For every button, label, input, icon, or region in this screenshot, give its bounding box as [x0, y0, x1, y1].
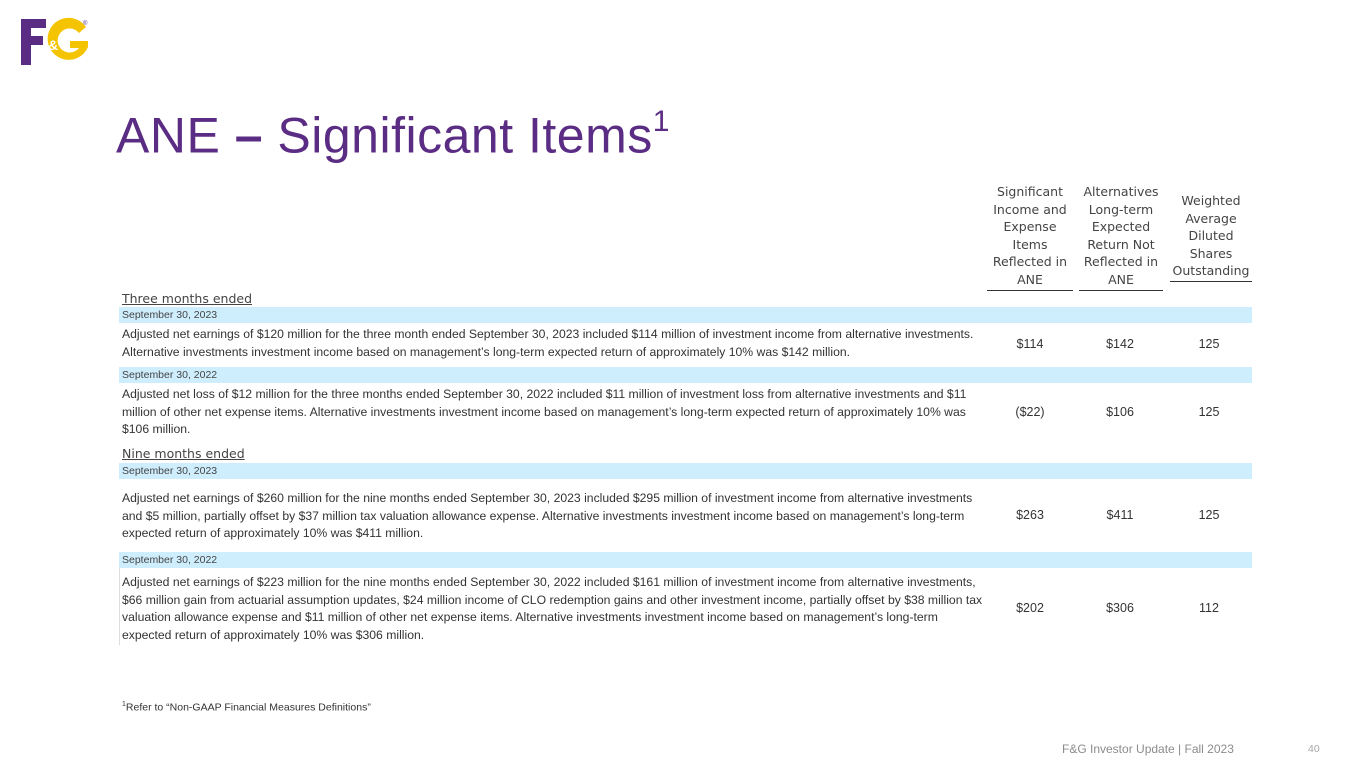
period-band: [119, 552, 1252, 568]
section-label-three-months: Three months ended: [122, 291, 253, 306]
value-alternatives-return: $306: [1106, 601, 1134, 615]
value-diluted-shares: 125: [1198, 508, 1220, 522]
value-diluted-shares: 125: [1198, 337, 1220, 351]
value-significant-items: ($22): [1015, 405, 1045, 419]
row-description: Adjusted net earnings of $223 million for the nine months ended September 30, 2022 included $161 million of investment income from alternative investments, $66 million gain from actuarial assumption updates, $24 million income of CLO redemption gains and other investment income, partially offset by $38 million tax valuation allowance expense and $11 million of other net expense items. Alternative investments investment income based on management’s long-term expected return of approximately 10% was $306 million.: [122, 575, 983, 642]
section-label-nine-months: Nine months ended: [122, 446, 245, 461]
footnote: $^1$Refer to “Non-GAAP Financial Measures Definitions”: [122, 701, 371, 714]
value-diluted-shares: 112: [1199, 601, 1219, 615]
period-label: September 30, 2023: [122, 309, 218, 321]
column-header-diluted-shares: Weighted Average Diluted Shares Outstanding: [1170, 192, 1252, 280]
row-description: Adjusted net loss of $12 million for the three months ended September 30, 2022 included $11 million of investment loss from alternative investments and $11 million of other net expense items. Alternative investments investment income based on management’s long-term expected return of approximately 10% was $106 million.: [122, 387, 967, 437]
page-number: 40: [1308, 743, 1320, 755]
period-label: September 30, 2023: [122, 465, 218, 477]
value-alternatives-return: $106: [1106, 405, 1134, 419]
period-band: [119, 463, 1252, 479]
value-alternatives-return: $411: [1106, 508, 1134, 522]
column-header-significant-items: Significant Income and Expense Items Reflected in ANE: [987, 183, 1073, 289]
period-band: [119, 307, 1252, 323]
footer-text: F&G Investor Update | Fall 2023: [1062, 742, 1234, 756]
period-band: [119, 367, 1252, 383]
row-description: Adjusted net earnings of $120 million for the three month ended September 30, 2023 included $114 million of investment income from alternative investments. Alternative investments investment income based on management’s long-term expected return of approximately 10% was $142 million.: [122, 327, 974, 359]
column-header-alternatives-return: Alternatives Long-term Expected Return Not Reflected in ANE: [1079, 183, 1163, 289]
period-label: September 30, 2022: [122, 369, 218, 381]
value-significant-items: $114: [1016, 337, 1044, 351]
logo-f-shape: [21, 19, 46, 65]
value-significant-items: $263: [1016, 508, 1044, 522]
row-description: Adjusted net earnings of $260 million for the nine months ended September 30, 2023 included $295 million of investment income from alternative investments and $5 million, partially offset by $37 million tax valuation allowance expense. Alternative investments investment income based on management’s long-term expected return of approximately 10% was $411 million.: [122, 491, 973, 541]
value-alternatives-return: $142: [1106, 337, 1134, 351]
period-label: September 30, 2022: [122, 554, 218, 566]
title-footnote-marker: 1: [652, 105, 670, 138]
value-diluted-shares: 125: [1198, 405, 1220, 419]
logo-registered-mark: ®: [83, 21, 88, 27]
fg-logo: [20, 17, 90, 67]
page-title: ANE – Significant Items$^1$: [116, 105, 670, 164]
logo-ampersand: &: [48, 37, 59, 53]
value-significant-items: $202: [1016, 601, 1044, 615]
table-left-rule: [119, 567, 120, 645]
